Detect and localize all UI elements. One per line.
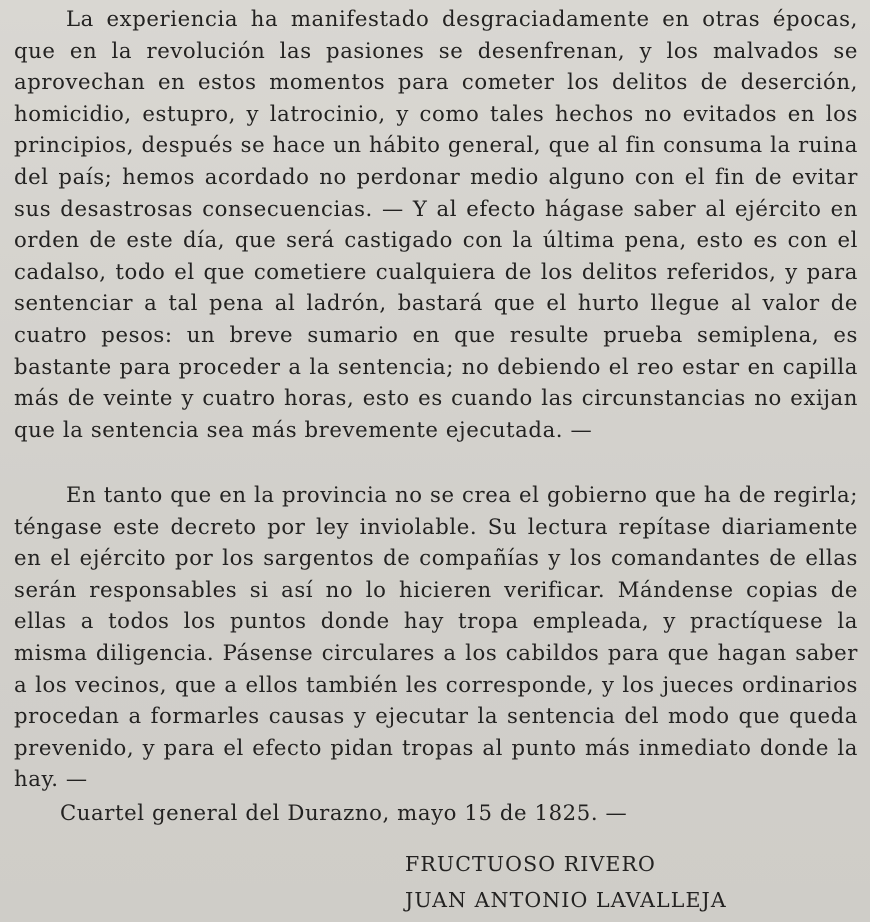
body-paragraph-2: En tanto que en la provincia no se crea el gobierno que ha de regirla; téngase este decreto por ley inviolable. Su lectura repítase diariamente en el ejército por los sargentos de compañías y los comandantes de ellas serán responsables si así no lo hicieren verificar. Mándense copias de ellas a todos los puntos donde hay tropa empleada, y practíquese la misma diligencia. Pásense circulares a los cabildos para que hagan saber a los vecinos, que a ellos también les corresponde, y los jueces ordinarios procedan a formarles causas y ejecutar la sentencia del modo que queda prevenido, y para el efecto pidan tropas al punto más inmediato donde la hay. — — [14, 482, 858, 792]
signature-block — [405, 846, 727, 918]
body-paragraph-1: La experiencia ha manifestado desgraciadamente en otras épocas, que en la revolución las pasiones se desenfrenan, y los malvados se aprovechan en estos momentos para cometer los delitos de deserción, homicidio, estupro, y latrocinio, y como tales hechos no evitados en los principios, después se hace un hábito general, que al fin consuma la ruina del país; hemos acordado no perdonar medio alguno con el fin de evitar sus desastrosas consecuencias. — Y al efecto hágase saber al ejército en orden de este día, que será castigado con la última pena, esto es con el cadalso, todo el que cometiere cualquiera de los delitos referidos, y para sentenciar a tal pena al ladrón, bastará que el hurto llegue al valor de cuatro pesos: un breve sumario en que resulte prueba semiplena, es bastante para proceder a la sentencia; no debiendo el reo estar en capilla más de veinte y cuatro horas, esto es cuando las circunstancias no exijan que la sentencia sea más brevemente ejecutada. — — [14, 6, 858, 442]
signatory-name: JUAN ANTONIO LAVALLEJA — [405, 888, 727, 912]
dateline: Cuartel general del Durazno, mayo 15 de 1825. — — [60, 800, 628, 825]
signatory-name: FRUCTUOSO RIVERO — [405, 852, 656, 876]
